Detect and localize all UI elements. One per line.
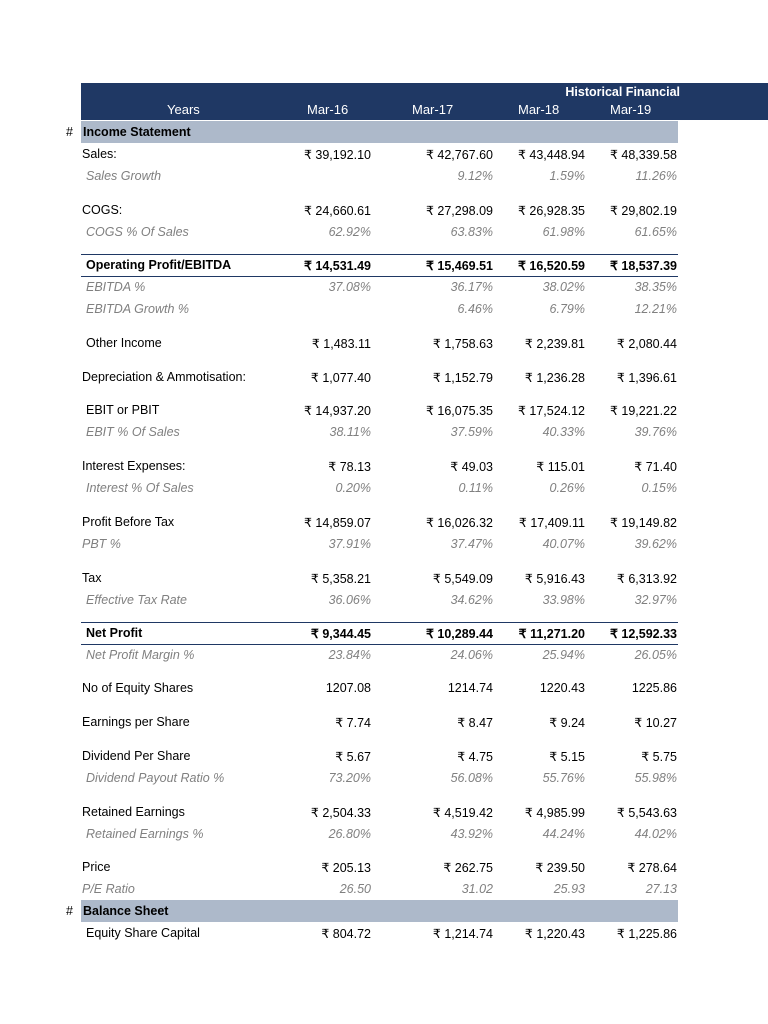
cell-value: ₹ 26,928.35 — [517, 204, 585, 218]
years-header: Years — [167, 102, 200, 117]
cell-value: 37.59% — [450, 425, 493, 439]
cell-value: ₹ 16,026.32 — [425, 516, 493, 530]
row-label: Interest % Of Sales — [86, 481, 194, 495]
cell-value: ₹ 39,192.10 — [303, 148, 371, 162]
table-row — [0, 567, 768, 589]
cell-value: ₹ 18,537.39 — [609, 259, 677, 273]
table-row — [0, 276, 768, 298]
cell-value: 63.83% — [450, 225, 493, 239]
cell-value: ₹ 9.24 — [549, 716, 585, 730]
cell-value: ₹ 115.01 — [536, 460, 585, 474]
cell-value: 55.98% — [634, 771, 677, 785]
row-label: Sales Growth — [86, 169, 162, 183]
table-row — [0, 221, 768, 243]
cell-value: 0.15% — [641, 481, 677, 495]
cell-value: ₹ 2,239.81 — [524, 337, 585, 351]
cell-value: 1207.08 — [325, 681, 371, 695]
cell-value: ₹ 71.40 — [634, 460, 677, 474]
cell-value: 33.98% — [542, 593, 585, 607]
cell-value: 61.98% — [542, 225, 585, 239]
cell-value: ₹ 17,409.11 — [518, 516, 585, 530]
cell-value: 34.62% — [450, 593, 493, 607]
cell-value: ₹ 1,758.63 — [432, 337, 493, 351]
cell-value: ₹ 12,592.33 — [609, 627, 677, 641]
table-row — [0, 399, 768, 421]
cell-value: ₹ 27,298.09 — [425, 204, 493, 218]
row-label: Dividend Per Share — [82, 749, 191, 763]
cell-value: 73.20% — [328, 771, 371, 785]
cell-value: ₹ 2,504.33 — [310, 806, 371, 820]
section-income-statement — [81, 121, 678, 143]
table-row — [0, 922, 768, 944]
cell-value: 1214.74 — [447, 681, 493, 695]
table-row — [0, 143, 768, 165]
cell-value: ₹ 10.27 — [634, 716, 677, 730]
cell-value: ₹ 1,220.43 — [524, 927, 585, 941]
cell-value: 26.50 — [339, 882, 371, 896]
cell-value: ₹ 78.13 — [328, 460, 371, 474]
section-balance-sheet — [81, 900, 678, 922]
cell-value: ₹ 49.03 — [450, 460, 493, 474]
cell-value: ₹ 48,339.58 — [609, 148, 677, 162]
cell-value: ₹ 1,225.86 — [616, 927, 677, 941]
cell-value: ₹ 5,543.63 — [616, 806, 677, 820]
cell-value: ₹ 239.50 — [535, 861, 585, 875]
cell-value: 44.02% — [634, 827, 677, 841]
cell-value: ₹ 1,396.61 — [616, 371, 677, 385]
table-row — [0, 254, 768, 276]
row-label: Operating Profit/EBITDA — [86, 258, 232, 272]
row-label: Dividend Payout Ratio % — [86, 771, 225, 785]
table-row — [0, 477, 768, 499]
cell-value: 39.62% — [634, 537, 677, 551]
cell-value: 38.11% — [329, 425, 371, 439]
section-marker: # — [66, 125, 73, 139]
table-row — [0, 767, 768, 789]
cell-value: ₹ 5.67 — [335, 750, 371, 764]
cell-value: 1220.43 — [539, 681, 585, 695]
cell-value: 25.94% — [542, 648, 585, 662]
row-label: Equity Share Capital — [86, 926, 200, 940]
table-row — [0, 533, 768, 555]
row-label: Retained Earnings % — [86, 827, 204, 841]
cell-value: 12.21% — [634, 302, 677, 316]
row-label: Retained Earnings — [82, 805, 185, 819]
cell-value: ₹ 2,080.44 — [616, 337, 677, 351]
table-row — [0, 711, 768, 733]
cell-value: 0.11% — [458, 481, 493, 495]
cell-value: 1.59% — [549, 169, 585, 183]
row-label: COGS: — [82, 203, 123, 217]
cell-value: ₹ 14,937.20 — [303, 404, 371, 418]
year-header-2: Mar-18 — [518, 102, 560, 117]
cell-value: 1225.86 — [631, 681, 677, 695]
cell-value: 0.26% — [549, 481, 585, 495]
cell-value: 44.24% — [542, 827, 585, 841]
cell-value: 11.26% — [635, 169, 677, 183]
section-label: Balance Sheet — [83, 904, 169, 918]
cell-value: ₹ 5.75 — [641, 750, 677, 764]
row-label: P/E Ratio — [82, 882, 135, 896]
table-row — [0, 823, 768, 845]
table-row — [0, 589, 768, 611]
cell-value: 6.79% — [549, 302, 585, 316]
row-label: COGS % Of Sales — [86, 225, 189, 239]
cell-value: ₹ 1,483.11 — [311, 337, 371, 351]
cell-value: 39.76% — [634, 425, 677, 439]
table-header — [81, 83, 768, 120]
cell-value: 36.17% — [450, 280, 493, 294]
cell-value: ₹ 4,985.99 — [524, 806, 585, 820]
row-label: Depreciation & Ammotisation: — [82, 370, 246, 384]
table-row — [0, 366, 768, 388]
cell-value: ₹ 24,660.61 — [303, 204, 371, 218]
cell-value: ₹ 1,077.40 — [310, 371, 371, 385]
cell-value: 55.76% — [542, 771, 585, 785]
cell-value: ₹ 11,271.20 — [518, 627, 585, 641]
cell-value: 25.93 — [553, 882, 585, 896]
cell-value: ₹ 19,149.82 — [609, 516, 677, 530]
cell-value: ₹ 9,344.45 — [310, 627, 371, 641]
cell-value: ₹ 1,152.79 — [432, 371, 493, 385]
table-title: Historical Financial — [565, 85, 680, 99]
table-row — [0, 745, 768, 767]
cell-value: 56.08% — [450, 771, 493, 785]
cell-value: ₹ 14,859.07 — [303, 516, 371, 530]
row-label: Net Profit Margin % — [86, 648, 195, 662]
cell-value: 38.02% — [542, 280, 585, 294]
cell-value: 36.06% — [328, 593, 371, 607]
cell-value: 62.92% — [328, 225, 371, 239]
table-row — [0, 421, 768, 443]
cell-value: 43.92% — [450, 827, 493, 841]
cell-value: 27.13 — [645, 882, 677, 896]
table-row — [0, 801, 768, 823]
row-label: EBITDA % — [86, 280, 146, 294]
row-label: Sales: — [82, 147, 117, 161]
row-label: EBIT % Of Sales — [86, 425, 180, 439]
cell-value: ₹ 4,519.42 — [432, 806, 493, 820]
cell-value: 40.33% — [542, 425, 585, 439]
cell-value: 23.84% — [328, 648, 371, 662]
cell-value: 61.65% — [634, 225, 677, 239]
cell-value: 26.80% — [328, 827, 371, 841]
cell-value: ₹ 1,214.74 — [432, 927, 493, 941]
table-row — [0, 677, 768, 699]
cell-value: ₹ 14,531.49 — [303, 259, 371, 273]
year-header-1: Mar-17 — [412, 102, 454, 117]
table-row — [0, 878, 768, 900]
section-label: Income Statement — [83, 125, 191, 139]
cell-value: 31.02 — [461, 882, 493, 896]
row-label: Earnings per Share — [82, 715, 190, 729]
cell-value: 0.20% — [335, 481, 371, 495]
cell-value: ₹ 4.75 — [457, 750, 493, 764]
row-label: EBIT or PBIT — [86, 403, 160, 417]
table-row — [0, 511, 768, 533]
cell-value: ₹ 17,524.12 — [517, 404, 585, 418]
cell-value: 26.05% — [634, 648, 677, 662]
table-row — [0, 856, 768, 878]
cell-value: ₹ 7.74 — [335, 716, 371, 730]
cell-value: ₹ 804.72 — [321, 927, 371, 941]
cell-value: 24.06% — [450, 648, 493, 662]
cell-value: ₹ 29,802.19 — [609, 204, 677, 218]
cell-value: 6.46% — [457, 302, 493, 316]
row-label: Profit Before Tax — [82, 515, 175, 529]
cell-value: 9.12% — [457, 169, 493, 183]
table-row — [0, 644, 768, 666]
row-label: Tax — [82, 571, 102, 585]
cell-value: ₹ 5.15 — [549, 750, 585, 764]
cell-value: ₹ 42,767.60 — [425, 148, 493, 162]
year-header-3: Mar-19 — [610, 102, 652, 117]
row-label: Interest Expenses: — [82, 459, 186, 473]
table-row — [0, 332, 768, 354]
year-header-0: Mar-16 — [307, 102, 349, 117]
cell-value: ₹ 5,358.21 — [310, 572, 371, 586]
row-label: Price — [82, 860, 111, 874]
cell-value: ₹ 16,075.35 — [425, 404, 493, 418]
cell-value: ₹ 5,549.09 — [432, 572, 493, 586]
cell-value: 37.08% — [328, 280, 371, 294]
cell-value: 37.47% — [450, 537, 493, 551]
row-label: Effective Tax Rate — [86, 593, 187, 607]
cell-value: ₹ 15,469.51 — [425, 259, 493, 273]
row-label: No of Equity Shares — [82, 681, 194, 695]
cell-value: 37.91% — [328, 537, 371, 551]
table-row — [0, 298, 768, 320]
table-row — [0, 455, 768, 477]
cell-value: ₹ 43,448.94 — [517, 148, 585, 162]
cell-value: ₹ 278.64 — [627, 861, 677, 875]
table-row — [0, 622, 768, 644]
row-label: PBT % — [82, 537, 121, 551]
row-label: Net Profit — [86, 626, 143, 640]
cell-value: ₹ 6,313.92 — [616, 572, 677, 586]
table-row — [0, 199, 768, 221]
cell-value: 38.35% — [634, 280, 677, 294]
section-marker: # — [66, 904, 73, 918]
cell-value: 40.07% — [542, 537, 585, 551]
cell-value: ₹ 5,916.43 — [524, 572, 585, 586]
cell-value: ₹ 262.75 — [443, 861, 493, 875]
cell-value: ₹ 8.47 — [457, 716, 493, 730]
table-row — [0, 165, 768, 187]
row-label: Other Income — [86, 336, 162, 350]
cell-value: ₹ 16,520.59 — [517, 259, 585, 273]
cell-value: ₹ 205.13 — [321, 861, 371, 875]
row-label: EBITDA Growth % — [86, 302, 190, 316]
cell-value: ₹ 19,221.22 — [609, 404, 677, 418]
cell-value: ₹ 10,289.44 — [425, 627, 493, 641]
cell-value: ₹ 1,236.28 — [524, 371, 585, 385]
cell-value: 32.97% — [634, 593, 677, 607]
